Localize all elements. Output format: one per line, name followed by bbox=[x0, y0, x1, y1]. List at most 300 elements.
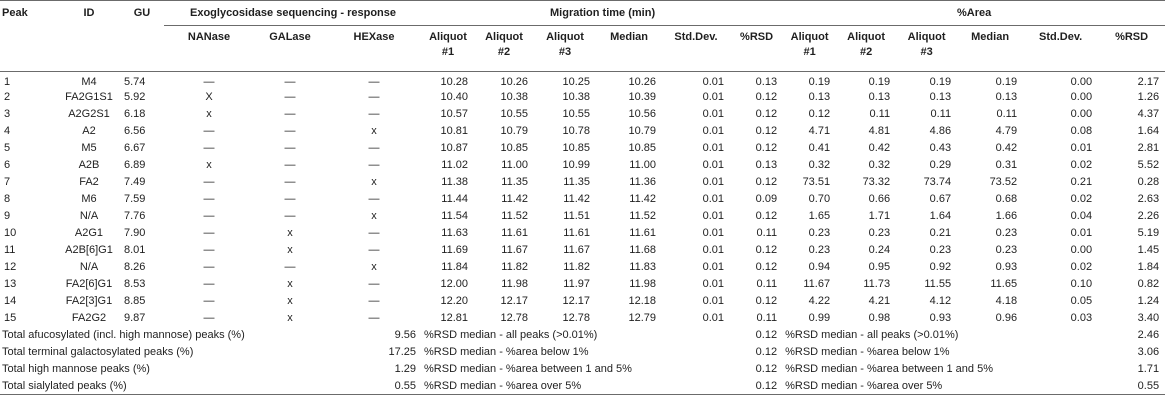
table-cell: 13 bbox=[4, 278, 17, 290]
table-cell: — bbox=[368, 142, 380, 154]
table-cell: — bbox=[203, 176, 215, 188]
table-cell: 3.40 bbox=[1137, 312, 1160, 324]
table-cell: 0.03 bbox=[1070, 312, 1093, 324]
table-cell: 0.11 bbox=[930, 108, 952, 120]
table-cell: x bbox=[287, 278, 293, 290]
table-cell: 5 bbox=[4, 142, 11, 154]
table-cell: x bbox=[371, 125, 377, 137]
table-cell: 0.01 bbox=[702, 159, 725, 171]
table-cell: X bbox=[205, 91, 213, 103]
summary-cell: %RSD median - %area below 1% bbox=[785, 346, 950, 358]
table-cell: — bbox=[203, 75, 215, 88]
table-cell: 12.20 bbox=[440, 295, 469, 307]
summary-cell: %RSD median - %area between 1 and 5% bbox=[785, 363, 993, 375]
table-cell: 8.85 bbox=[124, 295, 146, 307]
summary-cell: %RSD median - %area over 5% bbox=[785, 379, 943, 392]
table-cell: 4.79 bbox=[995, 125, 1018, 137]
table-cell: 10.87 bbox=[440, 142, 469, 154]
table-cell: 0.99 bbox=[808, 312, 831, 324]
table-cell: 1.71 bbox=[868, 210, 891, 222]
table-cell: — bbox=[284, 108, 296, 120]
table-row bbox=[0, 242, 1165, 259]
table-cell: 11.84 bbox=[441, 261, 469, 273]
exo-col-1: GALase bbox=[269, 31, 311, 43]
table-cell: 11.36 bbox=[629, 176, 657, 188]
area-col-3: Median bbox=[971, 31, 1010, 43]
table-cell: 12 bbox=[4, 261, 17, 273]
table-cell: 0.01 bbox=[702, 278, 725, 290]
table-cell: 11.51 bbox=[563, 210, 591, 222]
summary-cell: Total terminal galactosylated peaks (%) bbox=[2, 346, 194, 358]
table-cell: 1.64 bbox=[929, 210, 952, 222]
table-cell: 0.19 bbox=[995, 75, 1018, 88]
table-cell: 0.04 bbox=[1070, 210, 1093, 222]
table-cell: — bbox=[203, 244, 215, 256]
table-cell: 11.98 bbox=[501, 278, 529, 290]
table-cell: 3 bbox=[4, 108, 11, 120]
table-row bbox=[0, 123, 1165, 140]
table-cell: 12.17 bbox=[562, 295, 591, 307]
table-cell: 11.61 bbox=[563, 227, 591, 239]
mt-col-3: Median bbox=[610, 31, 648, 43]
table-cell: 10.99 bbox=[562, 159, 591, 171]
table-cell: — bbox=[368, 108, 380, 120]
table-cell: 10.40 bbox=[440, 91, 469, 103]
table-cell: 0.23 bbox=[995, 244, 1018, 256]
table-cell: 0.23 bbox=[929, 244, 952, 256]
summary-cell: 0.55 bbox=[1137, 379, 1160, 392]
table-cell: 0.01 bbox=[702, 91, 725, 103]
table-cell: 4.37 bbox=[1137, 108, 1160, 120]
table-cell: 4.18 bbox=[995, 295, 1018, 307]
table-cell: 7.49 bbox=[124, 176, 146, 188]
table-cell: 0.00 bbox=[1070, 91, 1093, 103]
table-cell: 0.11 bbox=[756, 312, 778, 324]
table-cell: — bbox=[203, 312, 215, 324]
table-cell: 0.24 bbox=[868, 244, 891, 256]
table-cell: 0.93 bbox=[995, 261, 1018, 273]
col-id: ID bbox=[83, 7, 95, 20]
table-cell: 10.85 bbox=[562, 142, 591, 154]
table-cell: — bbox=[203, 210, 215, 222]
table-cell: 2.81 bbox=[1137, 142, 1160, 154]
table-cell: 0.13 bbox=[755, 75, 778, 88]
table-cell: 0.12 bbox=[808, 108, 831, 120]
table-cell: — bbox=[284, 159, 296, 171]
table-cell: 0.12 bbox=[755, 210, 778, 222]
table-cell: 10.26 bbox=[500, 75, 529, 88]
table-cell: 0.01 bbox=[702, 142, 725, 154]
table-cell: 0.70 bbox=[808, 193, 831, 205]
table-cell: 10.38 bbox=[562, 91, 591, 103]
table-cell: x bbox=[287, 227, 293, 239]
table-cell: 0.02 bbox=[1070, 261, 1093, 273]
table-row bbox=[0, 310, 1165, 327]
table-cell: 4.86 bbox=[929, 125, 952, 137]
table-cell: 12.00 bbox=[440, 278, 469, 290]
table-cell: 2.17 bbox=[1137, 75, 1160, 88]
table-cell: 6.56 bbox=[124, 125, 146, 137]
table-cell: 1.64 bbox=[1137, 125, 1160, 137]
area-col-5: %RSD bbox=[1115, 31, 1149, 43]
col-gu: GU bbox=[133, 7, 151, 20]
table-cell: 11.02 bbox=[441, 159, 469, 171]
summary-cell: %RSD median - %area below 1% bbox=[424, 346, 589, 358]
table-cell: x bbox=[206, 159, 212, 171]
table-cell: — bbox=[368, 75, 380, 88]
summary-cell: Total sialylated peaks (%) bbox=[2, 379, 127, 392]
table-cell: 0.42 bbox=[868, 142, 891, 154]
table-cell: 7.76 bbox=[124, 210, 146, 222]
table-cell: 9.87 bbox=[124, 312, 146, 324]
table-cell: 9 bbox=[4, 210, 11, 222]
table-cell: 0.01 bbox=[702, 227, 725, 239]
table-cell: 6 bbox=[4, 159, 11, 171]
blank-id bbox=[58, 26, 120, 72]
table-cell: A2 bbox=[82, 125, 96, 137]
table-cell: 73.32 bbox=[862, 176, 891, 188]
table-cell: 11.52 bbox=[501, 210, 529, 222]
table-cell: 0.01 bbox=[702, 125, 725, 137]
mt-col-5: %RSD bbox=[740, 31, 774, 43]
table-cell: 11.44 bbox=[441, 193, 469, 205]
table-cell: — bbox=[368, 295, 380, 307]
table-cell: 0.01 bbox=[702, 176, 725, 188]
table-cell: 0.12 bbox=[755, 261, 778, 273]
table-cell: 0.23 bbox=[808, 244, 831, 256]
table-cell: 0.13 bbox=[929, 91, 952, 103]
table-cell: 0.11 bbox=[756, 227, 778, 239]
table-cell: 10.79 bbox=[628, 125, 657, 137]
summary-cell: %RSD median - all peaks (>0.01%) bbox=[785, 329, 959, 341]
table-cell: 0.02 bbox=[1070, 193, 1093, 205]
table-cell: 0.19 bbox=[868, 75, 891, 88]
table-cell: 0.13 bbox=[995, 91, 1018, 103]
table-cell: 12.78 bbox=[562, 312, 591, 324]
table-cell: 11.98 bbox=[629, 278, 657, 290]
table-cell: 0.13 bbox=[868, 91, 891, 103]
table-cell: 10.78 bbox=[562, 125, 591, 137]
table-cell: 0.13 bbox=[755, 159, 778, 171]
table-cell: — bbox=[284, 142, 296, 154]
table-cell: 10.81 bbox=[440, 125, 469, 137]
table-cell: 11.67 bbox=[803, 278, 831, 290]
area-col-0: Aliquot #1 bbox=[790, 31, 829, 58]
blank-peak bbox=[0, 26, 58, 72]
table-cell: 10.57 bbox=[440, 108, 469, 120]
table-cell: 7.90 bbox=[124, 227, 146, 239]
table-cell: 0.11 bbox=[756, 278, 778, 290]
table-cell: — bbox=[368, 159, 380, 171]
table-cell: 0.12 bbox=[755, 142, 778, 154]
summary-cell: 0.12 bbox=[755, 329, 778, 341]
table-cell: 15 bbox=[4, 312, 17, 324]
summary-cell: 17.25 bbox=[388, 346, 417, 358]
table-cell: 0.42 bbox=[995, 142, 1018, 154]
table-row bbox=[0, 174, 1165, 191]
summary-cell: 1.71 bbox=[1137, 363, 1160, 375]
table-cell: 4.22 bbox=[808, 295, 831, 307]
table-cell: 10.38 bbox=[500, 91, 529, 103]
table-cell: 0.19 bbox=[929, 75, 952, 88]
table-cell: 10.56 bbox=[628, 108, 657, 120]
table-cell: 14 bbox=[4, 295, 17, 307]
table-cell: — bbox=[368, 193, 380, 205]
table-row bbox=[0, 225, 1165, 242]
summary-cell: 1.29 bbox=[394, 363, 417, 375]
table-cell: 7 bbox=[4, 176, 11, 188]
table-cell: 0.01 bbox=[702, 244, 725, 256]
table-cell: 10.55 bbox=[500, 108, 529, 120]
table-cell: 11.63 bbox=[441, 227, 469, 239]
mt-col-0: Aliquot #1 bbox=[429, 31, 467, 58]
table-cell: 4.71 bbox=[808, 125, 831, 137]
table-cell: x bbox=[287, 312, 293, 324]
table-cell: 8.26 bbox=[124, 261, 146, 273]
table-cell: — bbox=[368, 91, 380, 103]
summary-row bbox=[0, 327, 1165, 344]
table-cell: 6.67 bbox=[124, 142, 146, 154]
exo-col-0: NANase bbox=[187, 31, 231, 43]
table-cell: A2B bbox=[78, 159, 100, 171]
table-cell: 5.92 bbox=[124, 91, 146, 103]
table-cell: 10.85 bbox=[500, 142, 529, 154]
table-cell: 10.85 bbox=[628, 142, 657, 154]
table-row bbox=[0, 259, 1165, 276]
table-row bbox=[0, 89, 1165, 106]
exoglycosidase-group-header: Exoglycosidase sequencing - response bbox=[164, 1, 422, 26]
table-row bbox=[0, 208, 1165, 225]
table-cell: x bbox=[287, 244, 293, 256]
table-cell: 1.65 bbox=[808, 210, 831, 222]
table-cell: 12.78 bbox=[500, 312, 529, 324]
table-cell: 0.93 bbox=[929, 312, 952, 324]
table-cell: 7.59 bbox=[124, 193, 146, 205]
table-cell: 0.23 bbox=[995, 227, 1018, 239]
table-cell: 73.74 bbox=[923, 176, 952, 188]
table-cell: 0.01 bbox=[702, 261, 725, 273]
table-cell: 1.45 bbox=[1137, 244, 1160, 256]
exo-col-2: HEXase bbox=[353, 31, 395, 43]
table-cell: 10.25 bbox=[562, 75, 591, 88]
table-cell: 0.43 bbox=[929, 142, 952, 154]
table-cell: 11.35 bbox=[563, 176, 591, 188]
table-cell: 0.41 bbox=[808, 142, 831, 154]
table-cell: 0.23 bbox=[808, 227, 831, 239]
table-cell: 0.82 bbox=[1137, 278, 1160, 290]
table-cell: 0.92 bbox=[929, 261, 952, 273]
table-row bbox=[0, 106, 1165, 123]
area-col-4: Std.Dev. bbox=[1038, 31, 1083, 43]
table-cell: 8.01 bbox=[124, 244, 146, 256]
table-cell: — bbox=[284, 75, 296, 88]
table-cell: 11.61 bbox=[629, 227, 657, 239]
table-cell: 0.12 bbox=[755, 295, 778, 307]
table-cell: 0.01 bbox=[702, 108, 725, 120]
table-cell: 11.97 bbox=[563, 278, 591, 290]
table-cell: x bbox=[371, 176, 377, 188]
area-col-1: Aliquot #2 bbox=[847, 31, 886, 58]
table-cell: 12.17 bbox=[500, 295, 529, 307]
table-cell: 5.74 bbox=[124, 75, 146, 88]
table-cell: 0.11 bbox=[869, 108, 891, 120]
table-cell: — bbox=[203, 261, 215, 273]
table-cell: 6.18 bbox=[124, 108, 146, 120]
table-cell: FA2[3]G1 bbox=[65, 295, 113, 307]
table-cell: 10.28 bbox=[440, 75, 469, 88]
summary-row bbox=[0, 344, 1165, 361]
table-cell: 0.02 bbox=[1070, 159, 1093, 171]
table-cell: 0.11 bbox=[996, 108, 1018, 120]
table-cell: 73.52 bbox=[989, 176, 1018, 188]
table-cell: 2.63 bbox=[1137, 193, 1160, 205]
table-cell: 10.39 bbox=[628, 91, 657, 103]
table-cell: 0.09 bbox=[755, 193, 778, 205]
table-cell: A2G2S1 bbox=[68, 108, 110, 120]
table-cell: 0.96 bbox=[995, 312, 1018, 324]
col-peak: Peak bbox=[2, 7, 28, 20]
table-cell: 11.83 bbox=[629, 261, 657, 273]
table-cell: 0.12 bbox=[755, 176, 778, 188]
table-cell: 0.21 bbox=[1070, 176, 1093, 188]
table-cell: — bbox=[203, 295, 215, 307]
table-cell: 0.01 bbox=[702, 75, 725, 88]
table-cell: 0.01 bbox=[1070, 227, 1093, 239]
table-cell: — bbox=[368, 278, 380, 290]
table-cell: 0.32 bbox=[808, 159, 831, 171]
table-cell: 12.18 bbox=[628, 295, 657, 307]
summary-cell: Total afucosylated (incl. high mannose) peaks (%) bbox=[2, 329, 245, 341]
table-cell: 5.52 bbox=[1137, 159, 1160, 171]
table-cell: 0.01 bbox=[702, 312, 725, 324]
summary-cell: 9.56 bbox=[394, 329, 417, 341]
table-cell: 11.42 bbox=[563, 193, 591, 205]
table-cell: 10.26 bbox=[628, 75, 657, 88]
table-cell: 11.67 bbox=[563, 244, 591, 256]
table-cell: 0.29 bbox=[929, 159, 952, 171]
table-cell: 11.35 bbox=[501, 176, 529, 188]
table-cell: 11.82 bbox=[501, 261, 529, 273]
table-cell: 0.12 bbox=[755, 108, 778, 120]
table-cell: 11.67 bbox=[501, 244, 529, 256]
table-cell: 0.01 bbox=[702, 295, 725, 307]
table-cell: 4.12 bbox=[929, 295, 952, 307]
summary-row bbox=[0, 378, 1165, 395]
table-cell: — bbox=[368, 312, 380, 324]
migration-time-group-header: Migration time (min) bbox=[422, 1, 783, 26]
table-cell: 73.51 bbox=[802, 176, 831, 188]
table-row bbox=[0, 72, 1165, 89]
table-cell: 0.31 bbox=[995, 159, 1018, 171]
table-cell: 1.66 bbox=[995, 210, 1018, 222]
summary-cell: 0.12 bbox=[755, 363, 778, 375]
table-cell: — bbox=[284, 210, 296, 222]
table-cell: 11.42 bbox=[629, 193, 657, 205]
table-cell: 0.00 bbox=[1070, 75, 1093, 88]
table-cell: 0.01 bbox=[702, 193, 725, 205]
table-cell: 11.42 bbox=[501, 193, 529, 205]
table-cell: 10.55 bbox=[562, 108, 591, 120]
table-cell: 0.94 bbox=[808, 261, 831, 273]
table-cell: 0.21 bbox=[929, 227, 952, 239]
table-cell: 0.19 bbox=[808, 75, 831, 88]
table-cell: 11.38 bbox=[441, 176, 469, 188]
table-cell: FA2 bbox=[79, 176, 99, 188]
area-col-2: Aliquot #3 bbox=[907, 31, 946, 58]
table-cell: 10.79 bbox=[500, 125, 529, 137]
table-cell: 1.84 bbox=[1137, 261, 1160, 273]
table-cell: 11.69 bbox=[441, 244, 469, 256]
table-cell: 11.61 bbox=[501, 227, 529, 239]
table-row bbox=[0, 191, 1165, 208]
table-cell: A2G1 bbox=[74, 227, 104, 239]
blank-gu bbox=[120, 26, 164, 72]
table-cell: 11.55 bbox=[924, 278, 952, 290]
table-cell: 11.68 bbox=[629, 244, 657, 256]
table-cell: 4.81 bbox=[868, 125, 891, 137]
summary-cell: 3.06 bbox=[1137, 346, 1160, 358]
table-cell: 6.89 bbox=[124, 159, 146, 171]
mt-col-1: Aliquot #2 bbox=[485, 31, 523, 58]
table-cell: 0.05 bbox=[1070, 295, 1093, 307]
table-row bbox=[0, 157, 1165, 174]
table-cell: 8 bbox=[4, 193, 11, 205]
table-cell: 11.54 bbox=[441, 210, 469, 222]
table-row bbox=[0, 293, 1165, 310]
table-cell: 0.12 bbox=[755, 244, 778, 256]
summary-cell: %RSD median - all peaks (>0.01%) bbox=[424, 329, 598, 341]
table-row bbox=[0, 140, 1165, 157]
table-row bbox=[0, 276, 1165, 293]
mt-col-2: Aliquot #3 bbox=[546, 31, 584, 58]
table-cell: — bbox=[284, 193, 296, 205]
table-cell: N/A bbox=[79, 261, 99, 273]
table-cell: — bbox=[284, 261, 296, 273]
table-cell: 0.01 bbox=[1070, 142, 1093, 154]
table-cell: FA2G1S1 bbox=[65, 91, 113, 103]
table-cell: 0.98 bbox=[868, 312, 891, 324]
table-cell: 0.00 bbox=[1070, 108, 1093, 120]
table-cell: — bbox=[368, 227, 380, 239]
table-cell: 0.13 bbox=[808, 91, 831, 103]
table-cell: 11.00 bbox=[501, 159, 529, 171]
table-cell: — bbox=[203, 125, 215, 137]
table-cell: 0.12 bbox=[755, 125, 778, 137]
table-cell: — bbox=[284, 125, 296, 137]
table-cell: 11.65 bbox=[990, 278, 1018, 290]
table-cell: 11.00 bbox=[629, 159, 657, 171]
table-cell: 0.01 bbox=[702, 210, 725, 222]
table-cell: 0.28 bbox=[1137, 176, 1160, 188]
table-cell: N/A bbox=[79, 210, 99, 222]
table-cell: 2 bbox=[4, 91, 11, 103]
table-cell: 0.08 bbox=[1070, 125, 1093, 137]
table-cell: 1 bbox=[4, 75, 11, 88]
summary-cell: 0.55 bbox=[394, 379, 417, 392]
table-cell: — bbox=[284, 91, 296, 103]
summary-cell: Total high mannose peaks (%) bbox=[2, 363, 150, 375]
table-cell: — bbox=[368, 244, 380, 256]
table-cell: — bbox=[203, 142, 215, 154]
table-cell: 4 bbox=[4, 125, 11, 137]
table-cell: M6 bbox=[81, 193, 97, 205]
table-cell: 2.26 bbox=[1137, 210, 1160, 222]
summary-cell: 0.12 bbox=[755, 379, 778, 392]
table-cell: M5 bbox=[81, 142, 97, 154]
table-cell: — bbox=[203, 227, 215, 239]
summary-cell: %RSD median - %area over 5% bbox=[424, 379, 582, 392]
table-cell: M4 bbox=[81, 75, 97, 88]
